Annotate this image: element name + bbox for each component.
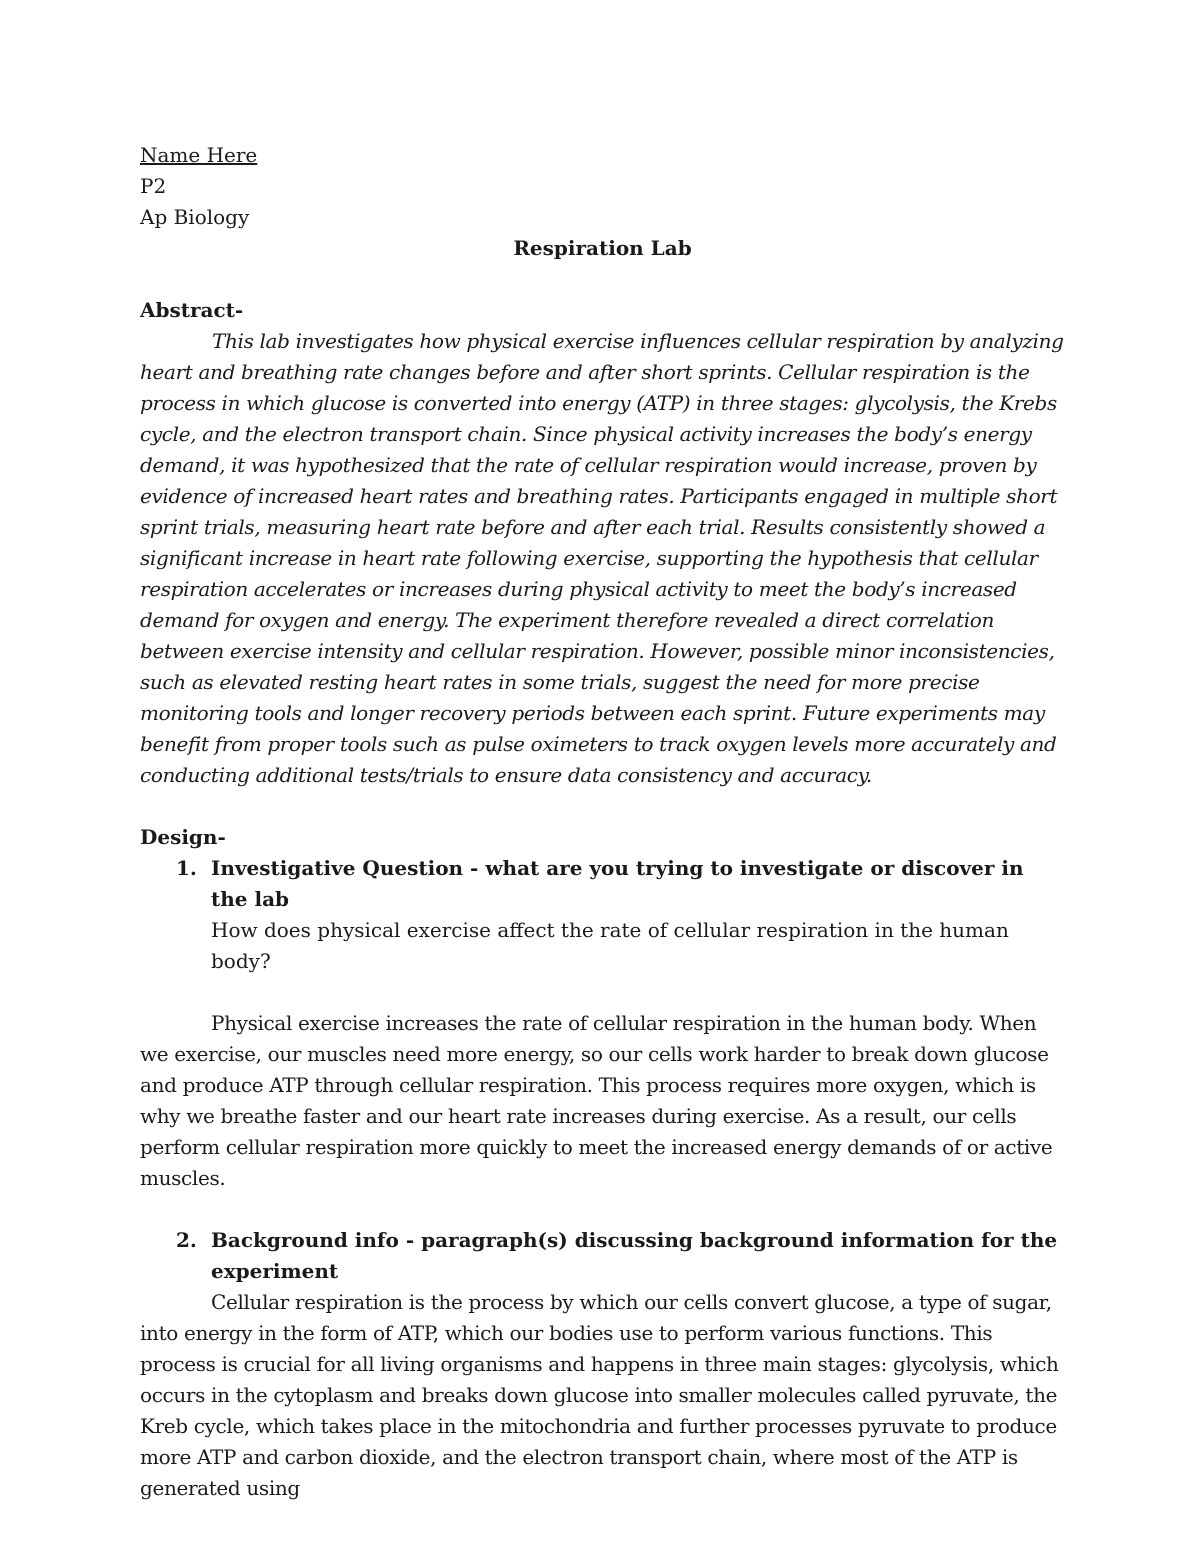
student-name: Name Here bbox=[140, 143, 258, 167]
background-info-heading: Background info - paragraph(s) discussing background information for the experiment bbox=[211, 1228, 1058, 1283]
abstract-heading: Abstract- bbox=[140, 298, 244, 322]
class-period: P2 bbox=[140, 174, 167, 198]
investigative-question-heading: Investigative Question - what are you trying to investigate or discover in the lab bbox=[211, 856, 1024, 911]
design-heading: Design- bbox=[140, 825, 226, 849]
document-page bbox=[140, 140, 1065, 1535]
investigative-question-text: How does physical exercise affect the rate of cellular respiration in the human body? bbox=[211, 918, 1009, 973]
spacer bbox=[211, 977, 1065, 1008]
list-number: 2. bbox=[176, 1228, 197, 1252]
list-number: 1. bbox=[176, 856, 197, 880]
course-name: Ap Biology bbox=[140, 205, 250, 229]
background-paragraph: Cellular respiration is the process by which our cells convert glucose, a type of sugar, into energy in the form of ATP, which our bodies use to perform various functions. This process is crucial for all living organisms and happens in three main stages: glycolysis, which occurs in the cytoplasm and breaks down glucose into smaller molecules called pyruvate, the Kreb cycle, which takes place in the mitochondria and further processes pyruvate to produce more ATP and carbon dioxide, and the electron transport chain, where most of the ATP is generated using bbox=[140, 1290, 1059, 1500]
design-item-question bbox=[140, 853, 1065, 1194]
document-title: Respiration Lab bbox=[513, 236, 692, 260]
design-list bbox=[140, 853, 1065, 1504]
design-item-background bbox=[140, 1225, 1065, 1504]
hypothesis-paragraph: Physical exercise increases the rate of cellular respiration in the human body. When we exercise, our muscles need more energy, so our cells work harder to break down glucose and produce ATP through cellular respiration. This process requires more oxygen, which is why we breathe faster and our heart rate increases during exercise. As a result, our cells perform cellular respiration more quickly to meet the increased energy demands of or active muscles. bbox=[140, 1011, 1053, 1190]
abstract-paragraph: This lab investigates how physical exercise influences cellular respiration by analyzing heart and breathing rate changes before and after short sprints. Cellular respiration is the process in which glucose is converted into energy (ATP) in three stages: glycolysis, the Krebs cycle, and the electron transport chain. Since physical activity increases the body’s energy demand, it was hypothesized that the rate of cellular respiration would increase, proven by evidence of increased heart rates and breathing rates. Participants engaged in multiple short sprint trials, measuring heart rate before and after each trial. Results consistently showed a significant increase in heart rate following exercise, supporting the hypothesis that cellular respiration accelerates or increases during physical activity to meet the body’s increased demand for oxygen and energy. The experiment therefore revealed a direct correlation between exercise intensity and cellular respiration. However, possible minor inconsistencies, such as elevated resting heart rates in some trials, suggest the need for more precise monitoring tools and longer recovery periods between each sprint. Future experiments may benefit from proper tools such as pulse oximeters to track oxygen levels more accurately and conducting additional tests/trials to ensure data consistency and accuracy. bbox=[140, 329, 1064, 787]
